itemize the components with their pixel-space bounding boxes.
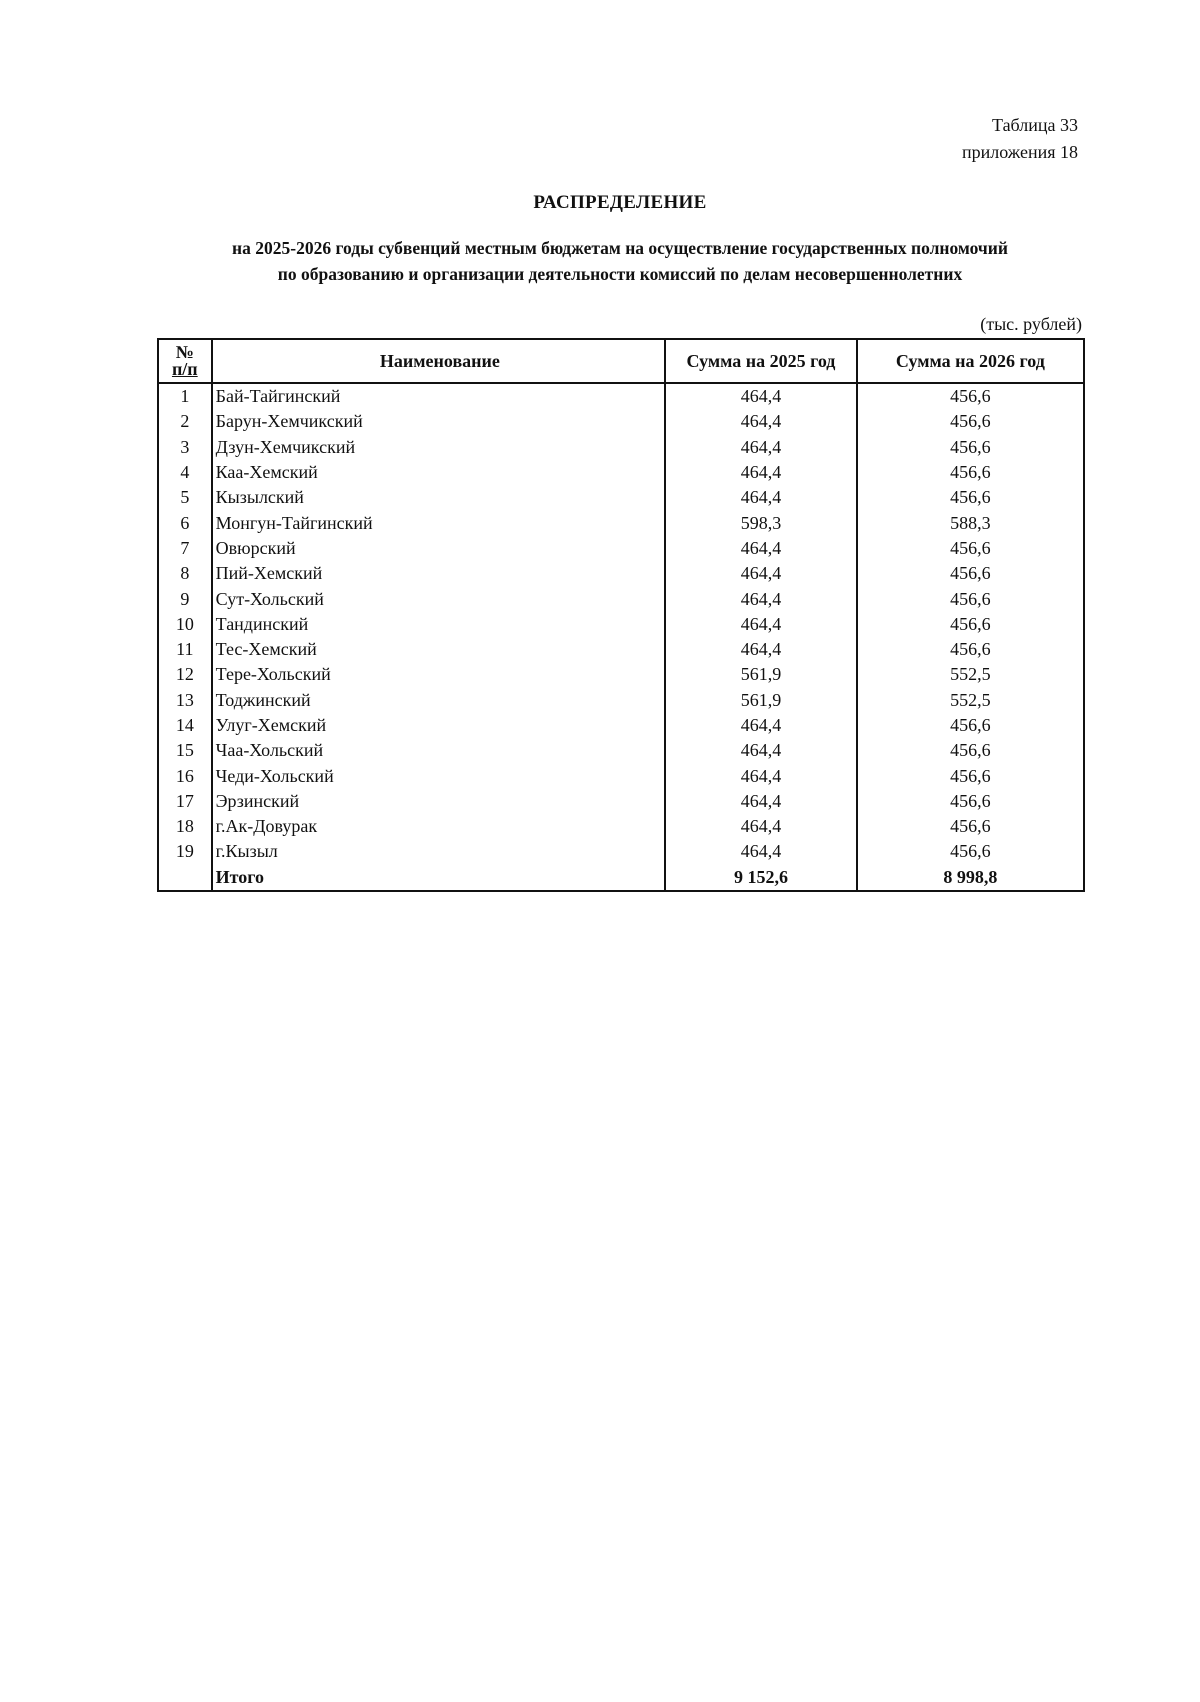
row-sum-2025: 464,4 [665, 637, 857, 662]
row-number: 9 [158, 586, 212, 611]
row-name: Тандинский [212, 612, 666, 637]
header-sum-2026: Сумма на 2026 год [857, 339, 1084, 383]
row-sum-2026: 456,6 [857, 713, 1084, 738]
subtitle-line-1: на 2025-2026 годы субвенций местным бюджетам на осуществление государственных полномочий [232, 238, 1008, 258]
row-name: Бай-Тайгинский [212, 383, 666, 409]
row-number: 10 [158, 612, 212, 637]
row-sum-2025: 464,4 [665, 460, 857, 485]
row-sum-2026: 456,6 [857, 738, 1084, 763]
row-number: 3 [158, 435, 212, 460]
table-row [158, 688, 1084, 713]
row-number: 4 [158, 460, 212, 485]
row-sum-2025: 464,4 [665, 485, 857, 510]
table-number: Таблица 33 [992, 115, 1078, 135]
table-row [158, 662, 1084, 687]
table-row [158, 510, 1084, 535]
row-number: 18 [158, 814, 212, 839]
row-sum-2026: 456,6 [857, 637, 1084, 662]
row-sum-2025: 561,9 [665, 688, 857, 713]
row-sum-2026: 456,6 [857, 383, 1084, 409]
row-name: Тере-Хольский [212, 662, 666, 687]
row-sum-2026: 456,6 [857, 612, 1084, 637]
total-row [158, 865, 1084, 891]
row-sum-2025: 464,4 [665, 586, 857, 611]
row-number: 15 [158, 738, 212, 763]
row-number: 11 [158, 637, 212, 662]
row-sum-2025: 598,3 [665, 510, 857, 535]
table-row [158, 637, 1084, 662]
header-number [158, 339, 212, 383]
table-row [158, 839, 1084, 864]
row-name: Тес-Хемский [212, 637, 666, 662]
row-name: Овюрский [212, 536, 666, 561]
row-number: 5 [158, 485, 212, 510]
row-name: Эрзинский [212, 789, 666, 814]
row-number: 19 [158, 839, 212, 864]
row-sum-2025: 464,4 [665, 435, 857, 460]
document-title: РАСПРЕДЕЛЕНИЕ [533, 192, 707, 213]
row-name: Чеди-Хольский [212, 763, 666, 788]
row-sum-2026: 456,6 [857, 409, 1084, 434]
row-name: Сут-Хольский [212, 586, 666, 611]
document-reference [962, 112, 1078, 166]
row-sum-2026: 456,6 [857, 485, 1084, 510]
row-name: Барун-Хемчикский [212, 409, 666, 434]
row-sum-2025: 464,4 [665, 814, 857, 839]
table-row [158, 789, 1084, 814]
row-sum-2025: 464,4 [665, 789, 857, 814]
total-sum-2025: 9 152,6 [665, 865, 857, 891]
units-note: (тыс. рублей) [980, 314, 1082, 334]
row-number: 14 [158, 713, 212, 738]
row-name: Дзун-Хемчикский [212, 435, 666, 460]
distribution-table [157, 338, 1085, 892]
table-row [158, 586, 1084, 611]
row-sum-2026: 456,6 [857, 561, 1084, 586]
row-name: Кызылский [212, 485, 666, 510]
row-name: Тоджинский [212, 688, 666, 713]
row-number: 2 [158, 409, 212, 434]
row-sum-2026: 456,6 [857, 586, 1084, 611]
row-number: 8 [158, 561, 212, 586]
table-body [158, 383, 1084, 891]
document-subtitle [150, 235, 1090, 287]
row-sum-2026: 456,6 [857, 435, 1084, 460]
row-sum-2025: 464,4 [665, 738, 857, 763]
row-sum-2025: 464,4 [665, 839, 857, 864]
total-number [158, 865, 212, 891]
subtitle-line-2: по образованию и организации деятельности комиссий по делам несовершеннолетних [277, 264, 963, 284]
row-sum-2026: 588,3 [857, 510, 1084, 535]
row-name: Монгун-Тайгинский [212, 510, 666, 535]
header-sum-2025: Сумма на 2025 год [665, 339, 857, 383]
table-row [158, 485, 1084, 510]
row-sum-2025: 464,4 [665, 383, 857, 409]
row-name: Каа-Хемский [212, 460, 666, 485]
total-label: Итого [212, 865, 666, 891]
table-row [158, 713, 1084, 738]
row-sum-2026: 456,6 [857, 536, 1084, 561]
row-number: 13 [158, 688, 212, 713]
row-sum-2026: 456,6 [857, 839, 1084, 864]
row-number: 16 [158, 763, 212, 788]
table-row [158, 612, 1084, 637]
row-number: 7 [158, 536, 212, 561]
table-row [158, 738, 1084, 763]
table-row [158, 383, 1084, 409]
row-number: 17 [158, 789, 212, 814]
row-sum-2026: 456,6 [857, 789, 1084, 814]
row-number: 12 [158, 662, 212, 687]
table-row [158, 814, 1084, 839]
row-sum-2025: 464,4 [665, 612, 857, 637]
row-name: г.Кызыл [212, 839, 666, 864]
row-sum-2026: 456,6 [857, 460, 1084, 485]
header-name: Наименование [212, 339, 666, 383]
table-row [158, 435, 1084, 460]
table-row [158, 561, 1084, 586]
row-sum-2025: 464,4 [665, 561, 857, 586]
header-number-sign: № [175, 342, 194, 362]
row-sum-2026: 552,5 [857, 662, 1084, 687]
row-sum-2025: 464,4 [665, 713, 857, 738]
appendix-number: приложения 18 [961, 142, 1078, 162]
row-sum-2025: 561,9 [665, 662, 857, 687]
row-sum-2026: 456,6 [857, 814, 1084, 839]
row-sum-2025: 464,4 [665, 409, 857, 434]
row-name: г.Ак-Довурак [212, 814, 666, 839]
total-sum-2026: 8 998,8 [857, 865, 1084, 891]
row-name: Улуг-Хемский [212, 713, 666, 738]
row-name: Чаа-Хольский [212, 738, 666, 763]
row-number: 1 [158, 383, 212, 409]
table-row [158, 409, 1084, 434]
row-sum-2026: 456,6 [857, 763, 1084, 788]
table-row [158, 536, 1084, 561]
row-sum-2026: 552,5 [857, 688, 1084, 713]
header-number-pp: п/п [171, 359, 198, 379]
table-row [158, 460, 1084, 485]
row-sum-2025: 464,4 [665, 536, 857, 561]
table-header-row [158, 339, 1084, 383]
table-row [158, 763, 1084, 788]
row-number: 6 [158, 510, 212, 535]
row-name: Пий-Хемский [212, 561, 666, 586]
row-sum-2025: 464,4 [665, 763, 857, 788]
